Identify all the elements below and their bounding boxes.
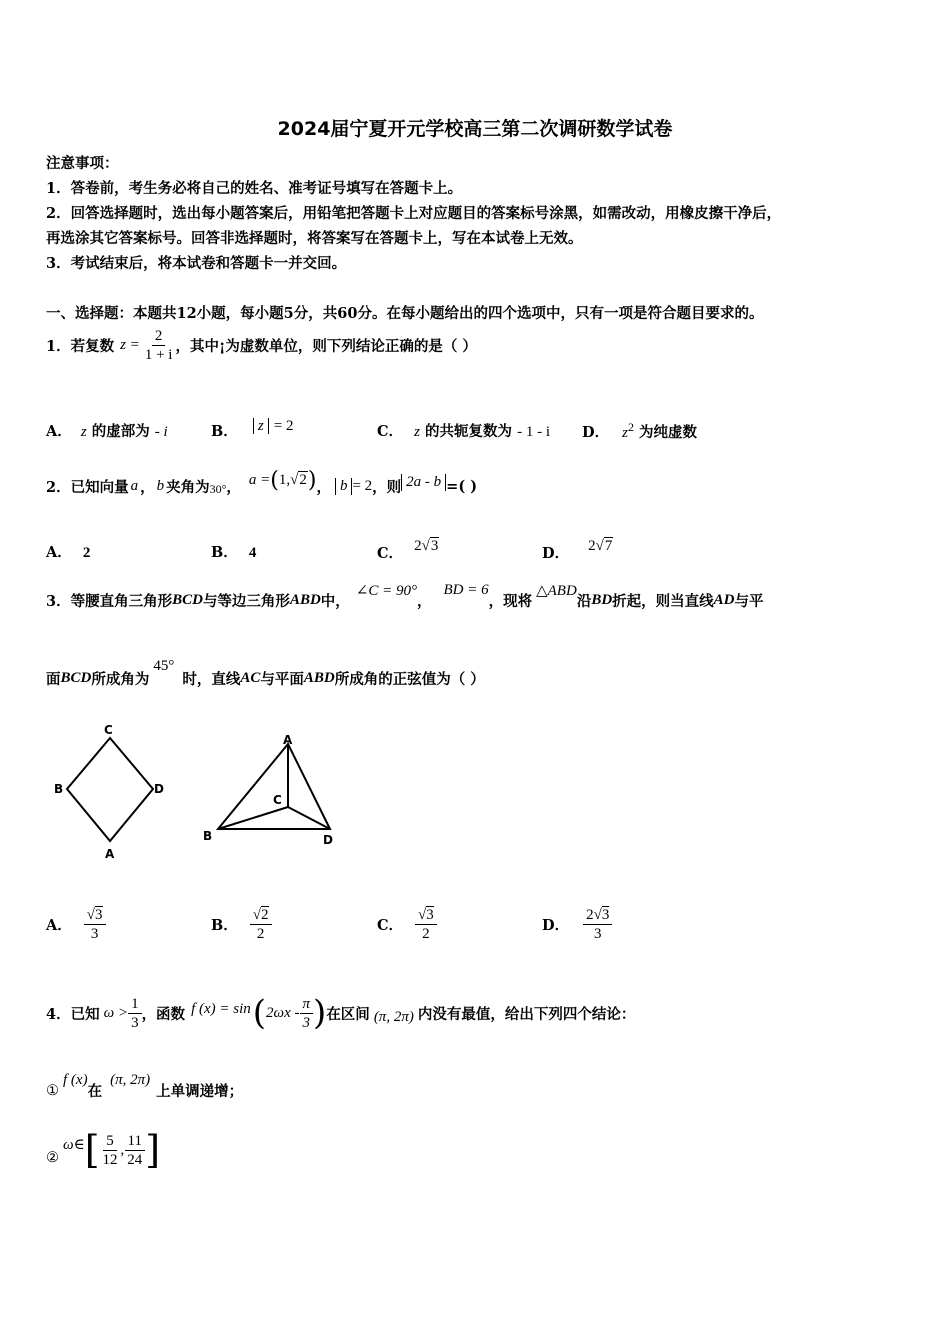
q4-func-text: ，函数 xyxy=(141,1005,186,1023)
notice-item: 3．考试结束后，将本试卷和答题卡一并交回。 xyxy=(46,255,347,272)
q4-c2-mark: ② xyxy=(46,1150,59,1166)
q2-expr: 2a - b xyxy=(401,474,446,491)
q3-bd2: BD xyxy=(591,592,613,608)
fig2-label-b: B xyxy=(203,829,213,843)
figure-square xyxy=(54,723,164,861)
q2-b-eq: = 2 xyxy=(352,478,373,494)
q3-a-frac xyxy=(84,906,106,943)
fig1-label-b: B xyxy=(54,782,64,796)
q4-c1-interval: (π, 2π) xyxy=(110,1072,151,1088)
q3-option-b[interactable] xyxy=(211,906,272,943)
q1-z-eq: z = xyxy=(120,337,140,353)
q4-frac xyxy=(128,995,142,1032)
q4-conclusion-2 xyxy=(46,1128,160,1172)
q3-text: 折起，则当直线 xyxy=(612,593,714,610)
q3-a-num: √3 xyxy=(84,906,106,925)
q3-d-coef: 2 xyxy=(586,907,594,923)
q4-c2-frac2 xyxy=(124,1132,145,1169)
q2-a-val2: √2 xyxy=(290,472,307,488)
q4-c2-n2: 11 xyxy=(125,1132,145,1151)
q2-a-rad: 2 xyxy=(299,472,307,488)
q1-option-d[interactable] xyxy=(582,420,697,442)
q1-frac-den: 1 + i xyxy=(144,347,173,363)
q4-frac-num: 1 xyxy=(128,995,142,1014)
q3-text: 沿 xyxy=(576,593,592,610)
q2-comma: ， xyxy=(316,479,331,496)
q1-a-math: - i xyxy=(154,424,168,440)
q2-vec-b: b xyxy=(156,478,165,494)
q1-c-math: - 1 - i xyxy=(517,424,550,440)
q4-c1-fx: f (x) xyxy=(63,1072,88,1088)
q4-c2-d1: 12 xyxy=(102,1151,118,1168)
q2-angle: 30° xyxy=(209,482,227,496)
q3-bcd: BCD xyxy=(172,592,203,608)
q2-comma: ， xyxy=(140,479,155,496)
q1-option-b[interactable] xyxy=(211,414,294,440)
q2-a-val1: 1, xyxy=(278,472,291,488)
notice-heading: 注意事项： xyxy=(46,155,119,172)
q2-c-rad: 3 xyxy=(430,538,439,554)
q2-then: ，则 xyxy=(372,479,402,496)
q4-pi-frac xyxy=(300,995,314,1032)
q3-angle: ∠C = 90° xyxy=(355,583,417,599)
q4-c2-omega: ω∈ xyxy=(63,1136,85,1153)
q1-b-math: z xyxy=(253,418,269,434)
q2-b-abs: b xyxy=(335,478,353,495)
q3-text: 时，直线 xyxy=(182,671,241,688)
q4-c2-n1: 5 xyxy=(103,1132,117,1151)
q2-option-d[interactable] xyxy=(542,534,613,562)
q3-c-den: 2 xyxy=(422,926,430,942)
q2-angle-text: 夹角为 xyxy=(166,479,210,496)
q4-c2-frac1 xyxy=(100,1132,121,1169)
q3-d-rad: 3 xyxy=(601,907,610,923)
option-label: C． xyxy=(377,545,404,562)
q3-text: ， xyxy=(416,593,432,610)
option-label: C． xyxy=(377,423,404,440)
fig2-label-c: C xyxy=(273,793,282,807)
q1-d-var: z xyxy=(622,424,628,441)
q3-d-num: 2√3 xyxy=(583,906,612,925)
q2-option-a[interactable] xyxy=(46,541,90,562)
q2-d-coef: 2 xyxy=(588,538,596,554)
q1-a-var: z xyxy=(80,424,87,440)
q3-bcd2: BCD xyxy=(60,670,92,686)
q3-c-num: √3 xyxy=(415,906,437,925)
q3-ad: AD xyxy=(713,592,735,608)
q4-c2-d2: 24 xyxy=(127,1151,143,1168)
q3-option-a[interactable] xyxy=(46,906,106,943)
q3-figure xyxy=(40,716,370,866)
q3-text: 3．等腰直角三角形 xyxy=(46,593,173,610)
q1-c-text: 的共轭复数为 xyxy=(425,423,513,440)
q2-vec-a: a xyxy=(130,478,139,494)
q2-paren-open: ( xyxy=(270,468,279,493)
q3-a-rad: 3 xyxy=(95,907,103,923)
q3-text: 面 xyxy=(46,671,61,688)
question-3-line-1 xyxy=(46,582,764,611)
q3-text: 所成角为 xyxy=(91,671,150,688)
q4-interval-text: 在区间 xyxy=(326,1005,370,1023)
q3-c-frac xyxy=(415,906,437,943)
q1-suffix: ，其中¡为虚数单位，则下列结论正确的是（ ） xyxy=(175,338,477,355)
q2-comma: ， xyxy=(226,479,241,496)
q4-interval: (π, 2π) xyxy=(373,1008,414,1025)
q2-d-rad: 7 xyxy=(604,538,613,554)
option-label: A． xyxy=(46,544,72,561)
q1-d-sup: 2 xyxy=(627,420,634,434)
fig1-label-a: A xyxy=(105,847,115,861)
figure-tetrahedron xyxy=(203,733,333,847)
q3-text: 与等边三角形 xyxy=(202,593,290,610)
fig2-label-d: D xyxy=(323,833,333,847)
q4-pi-den: 3 xyxy=(302,1014,311,1031)
q2-c-sqrt: √3 xyxy=(421,538,439,554)
option-label: B． xyxy=(211,423,238,440)
q3-bd: BD = 6 xyxy=(443,582,489,598)
q4-c1-mark: ① xyxy=(46,1082,59,1099)
q4-fx: f (x) = sin xyxy=(191,1000,251,1017)
q1-d-text: 为纯虚数 xyxy=(639,423,698,441)
option-label: D． xyxy=(582,423,610,441)
fig2-label-a: A xyxy=(283,733,293,747)
q1-prefix: 1．若复数 xyxy=(46,338,115,355)
option-label: C． xyxy=(377,917,404,934)
q2-paren-close: ) xyxy=(307,468,317,493)
q2-b-val: 4 xyxy=(248,545,257,561)
q3-c-rad: 3 xyxy=(426,907,434,923)
q4-c2-bracket-close: ] xyxy=(145,1128,161,1172)
q3-b-num: √2 xyxy=(250,906,272,925)
fig1-label-d: D xyxy=(154,782,164,796)
q3-degree: 45° xyxy=(153,658,175,674)
q3-text: 中， xyxy=(320,593,350,610)
q2-prefix: 2．已知向量 xyxy=(46,479,129,496)
q4-c1-in: 在 xyxy=(87,1083,103,1100)
q3-text: 与平 xyxy=(734,593,764,610)
question-2-stem xyxy=(46,468,478,499)
question-1-stem xyxy=(46,327,477,364)
q4-paren-open: ( xyxy=(252,993,267,1033)
notice-item: 2．回答选择题时，选出每小题答案后，用铅笔把答题卡上对应题目的答案标号涂黑，如需改动，用橡皮擦干净后， xyxy=(46,205,782,222)
q4-prefix: 4．已知 xyxy=(46,1005,100,1023)
q2-d-sqrt: √7 xyxy=(595,538,613,554)
question-3-line-2 xyxy=(46,658,485,689)
q3-ac: AC xyxy=(240,670,261,686)
q3-option-d[interactable] xyxy=(542,906,612,943)
q4-c1-text: 上单调递增； xyxy=(156,1083,244,1100)
option-label: B． xyxy=(211,917,238,934)
q3-text: 与平面 xyxy=(260,671,304,688)
q4-omega: ω > xyxy=(103,1004,129,1021)
q3-text: ，现将 xyxy=(488,593,533,610)
q4-pi-num: π xyxy=(300,995,314,1014)
q3-b-frac xyxy=(250,906,272,943)
option-label: A． xyxy=(46,917,72,934)
q2-c-coef: 2 xyxy=(414,538,422,554)
q3-text: 所成角的正弦值为（ ） xyxy=(334,671,485,688)
option-label: D． xyxy=(542,917,570,934)
q3-d-frac xyxy=(583,906,612,943)
q3-b-den: 2 xyxy=(256,926,265,942)
q2-tail: =( ) xyxy=(446,478,478,495)
fig1-label-c: C xyxy=(104,723,113,737)
q4-c2-bracket-open: [ xyxy=(84,1128,100,1172)
q4-tail: 内没有最值，给出下列四个结论： xyxy=(417,1005,636,1023)
q1-c-var: z xyxy=(414,424,420,440)
q3-b-rad: 2 xyxy=(261,907,269,923)
q1-b-eq: = 2 xyxy=(273,418,294,434)
q4-frac-den: 3 xyxy=(131,1014,139,1031)
q1-option-a[interactable] xyxy=(46,420,168,441)
notice-item: 1．答卷前，考生务必将自己的姓名、准考证号填写在答题卡上。 xyxy=(46,180,463,197)
q1-option-c[interactable] xyxy=(377,420,550,441)
option-label: D． xyxy=(542,545,570,562)
q2-option-c[interactable] xyxy=(377,534,439,562)
q3-option-c[interactable] xyxy=(377,906,437,943)
option-label: B． xyxy=(211,544,238,561)
q2-option-b[interactable] xyxy=(211,541,256,562)
q4-inner: 2ωx - xyxy=(266,1004,300,1021)
q4-paren-close: ) xyxy=(313,993,327,1033)
section-heading: 一、选择题：本题共12小题，每小题5分，共60分。在每小题给出的四个选项中，只有一项是符合题目要求的。 xyxy=(46,305,764,322)
page-title: 2024届宁夏开元学校高三第二次调研数学试卷 xyxy=(277,118,673,140)
q1-a-text: 的虚部为 xyxy=(91,423,150,440)
q2-a-val: 2 xyxy=(82,545,91,561)
q1-fraction xyxy=(142,327,176,364)
option-label: A． xyxy=(46,423,72,440)
q3-d-den: 3 xyxy=(593,926,602,942)
q3-a-den: 3 xyxy=(90,926,99,942)
q3-abd: ABD xyxy=(289,592,321,608)
q4-c2-comma: , xyxy=(120,1141,125,1158)
question-4-stem xyxy=(46,993,635,1033)
notice-item: 再选涂其它答案标号。回答非选择题时，将答案写在答题卡上，写在本试卷上无效。 xyxy=(46,230,583,247)
q3-abd2: ABD xyxy=(303,670,335,686)
q3-triangle: △ABD xyxy=(536,583,577,599)
q4-conclusion-1 xyxy=(46,1070,244,1100)
q2-a-eq: a = xyxy=(248,472,271,488)
q1-frac-num: 2 xyxy=(152,327,166,346)
